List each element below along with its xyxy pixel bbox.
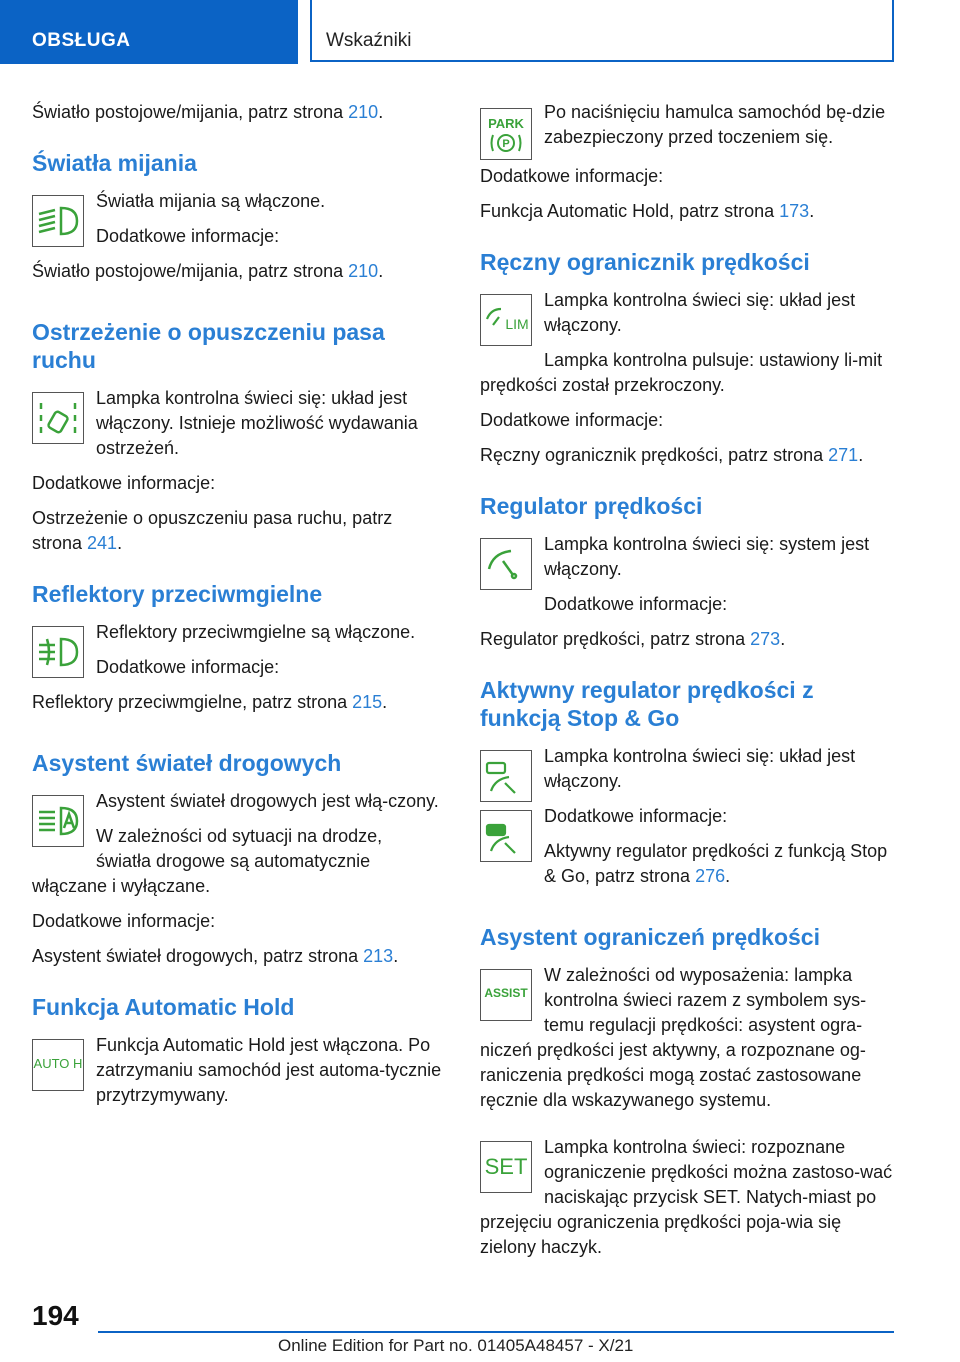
icon-label: AUTO H [33,1056,83,1071]
footer-divider [98,1331,894,1333]
page-number: 194 [32,1300,79,1331]
icon-label: ASSIST [484,986,528,1000]
text: Dodatkowe informacje: [480,166,664,186]
text: Ręczny ogranicznik prędkości, patrz strona 271. [480,445,864,465]
icon-label: LIM [505,316,529,332]
text: Dodatkowe informacje: [544,594,728,614]
section-title-fog-lights: Reflektory przeciwmgielne [32,581,323,607]
text: Lampka kontrolna świeci: rozpoznane ograniczenie prędkości można zastoso-wać naciskając przycisk SET. Natych-miast po przejęciu ograniczenia prędkości poja-wia się zielony haczyk. [480,1137,893,1257]
text: Ostrzeżenie o opuszczeniu pasa ruchu, patrz strona 241. [32,508,393,553]
section-title-auto-hold: Funkcja Automatic Hold [32,994,295,1020]
left-column [32,100,442,1124]
low-beam-icon [32,195,84,247]
fog-light-icon [32,626,84,678]
text: Asystent świateł drogowych jest włą-czony. [96,791,439,811]
page-link[interactable]: 210 [348,261,379,281]
section-fog-lights [32,620,442,725]
section-title-speed-limiter: Ręczny ogranicznik prędkości [480,249,810,275]
cruise-control-icon [480,538,532,590]
text: Funkcja Automatic Hold jest włączona. Po zatrzymaniu samochód jest automa-tycznie przytrzymywany. [96,1035,442,1105]
page-link[interactable]: 210 [348,102,379,122]
active-cruise-icon [480,750,532,802]
page-link[interactable]: 215 [352,692,383,712]
footer-edition: Online Edition for Part no. 01405A48457 - X/21 [278,1336,634,1355]
icon-label: SET [484,1154,528,1179]
text: Lampka kontrolna pulsuje: ustawiony li-mit prędkości został przekroczony. [480,350,883,395]
section-high-beam-assist [32,789,442,969]
speed-limiter-icon [480,294,532,346]
section-title-high-beam-assist: Asystent świateł drogowych [32,750,342,776]
set-icon [480,1141,532,1193]
icon-stack [480,744,544,866]
text: Światło postojowe/mijania, patrz strona 210. [32,261,384,281]
text: Dodatkowe informacje: [96,226,280,246]
text: Dodatkowe informacje: [544,806,728,826]
text: Dodatkowe informacje: [96,657,280,677]
section-title-lane-departure: Ostrzeżenie o opuszczeniu pasa ruchu [32,319,385,373]
text: Dodatkowe informacje: [32,473,216,493]
page-link[interactable]: 241 [87,533,118,553]
section-speed-limit-assist [480,963,900,1270]
text: W zależności od wyposażenia: lampka kontrolna świeci razem z symbolem sys-temu regulacji prędkości: asystent ogra-niczeń prędkości jest aktywny, a rozpoznane og-raniczenia prędkości mogą zostać zastosowane ręcznie dla wskazywanego systemu. [480,965,867,1110]
text: Asystent świateł drogowych, patrz strona 213. [32,946,399,966]
section-title-speed-limit-assist: Asystent ograniczeń prędkości [480,924,820,950]
text: Lampka kontrolna świeci się: system jest włączony. [544,534,870,579]
intro-paragraph: Światło postojowe/mijania, patrz strona 210. [32,102,384,122]
section-title-low-beam: Światła mijania [32,150,197,176]
page-link[interactable]: 273 [750,629,781,649]
text: Lampka kontrolna świeci się: układ jest włączony. Istnieje możliwość wydawania ostrzeżeń. [96,388,418,458]
page-link[interactable]: 213 [363,946,394,966]
text: Regulator prędkości, patrz strona 273. [480,629,786,649]
page-link[interactable]: 271 [828,445,859,465]
header-section-tab [0,0,298,64]
text: Światła mijania są włączone. [96,191,326,211]
assist-icon [480,969,532,1021]
section-low-beam [32,189,442,294]
active-cruise-vehicle-icon [480,810,532,862]
header-section-label: OBSŁUGA [32,30,131,51]
icon-sub-label: P [502,138,510,150]
section-lane-departure [32,386,442,556]
auto-hold-icon [32,1039,84,1091]
text: Lampka kontrolna świeci się: układ jest włączony. [544,746,856,791]
section-cruise-control [480,532,900,652]
text: Reflektory przeciwmgielne, patrz strona 215. [32,692,388,712]
text: Po naciśnięciu hamulca samochód bę-dzie zabezpieczony przed toczeniem się. [544,102,886,147]
park-hold-icon [480,108,532,160]
page-link[interactable]: 276 [695,866,726,886]
text: Funkcja Automatic Hold, patrz strona 173. [480,201,815,221]
section-active-cruise [480,744,900,899]
section-title-cruise-control: Regulator prędkości [480,493,703,519]
text: Reflektory przeciwmgielne są włączone. [96,622,416,642]
text: Dodatkowe informacje: [32,911,216,931]
high-beam-assist-icon [32,795,84,847]
text: W zależności od sytuacji na drodze, światła drogowe są automatycznie włączane i wyłączane. [32,826,383,896]
lane-departure-icon [32,392,84,444]
header-chapter-box [310,0,894,62]
page-link[interactable]: 173 [779,201,810,221]
text: Aktywny regulator prędkości z funkcją Stop & Go, patrz strona 276. [544,841,888,886]
text: Lampka kontrolna świeci się: układ jest włączony. [544,290,856,335]
right-column [480,100,900,1276]
section-title-active-cruise: Aktywny regulator prędkości z funkcją Stop & Go [480,677,814,731]
icon-label: PARK [488,116,524,131]
section-auto-hold [32,1033,442,1118]
text: Dodatkowe informacje: [480,410,664,430]
section-speed-limiter [480,288,900,468]
header-chapter-label: Wskaźniki [326,30,412,51]
section-park-hold [480,100,900,224]
